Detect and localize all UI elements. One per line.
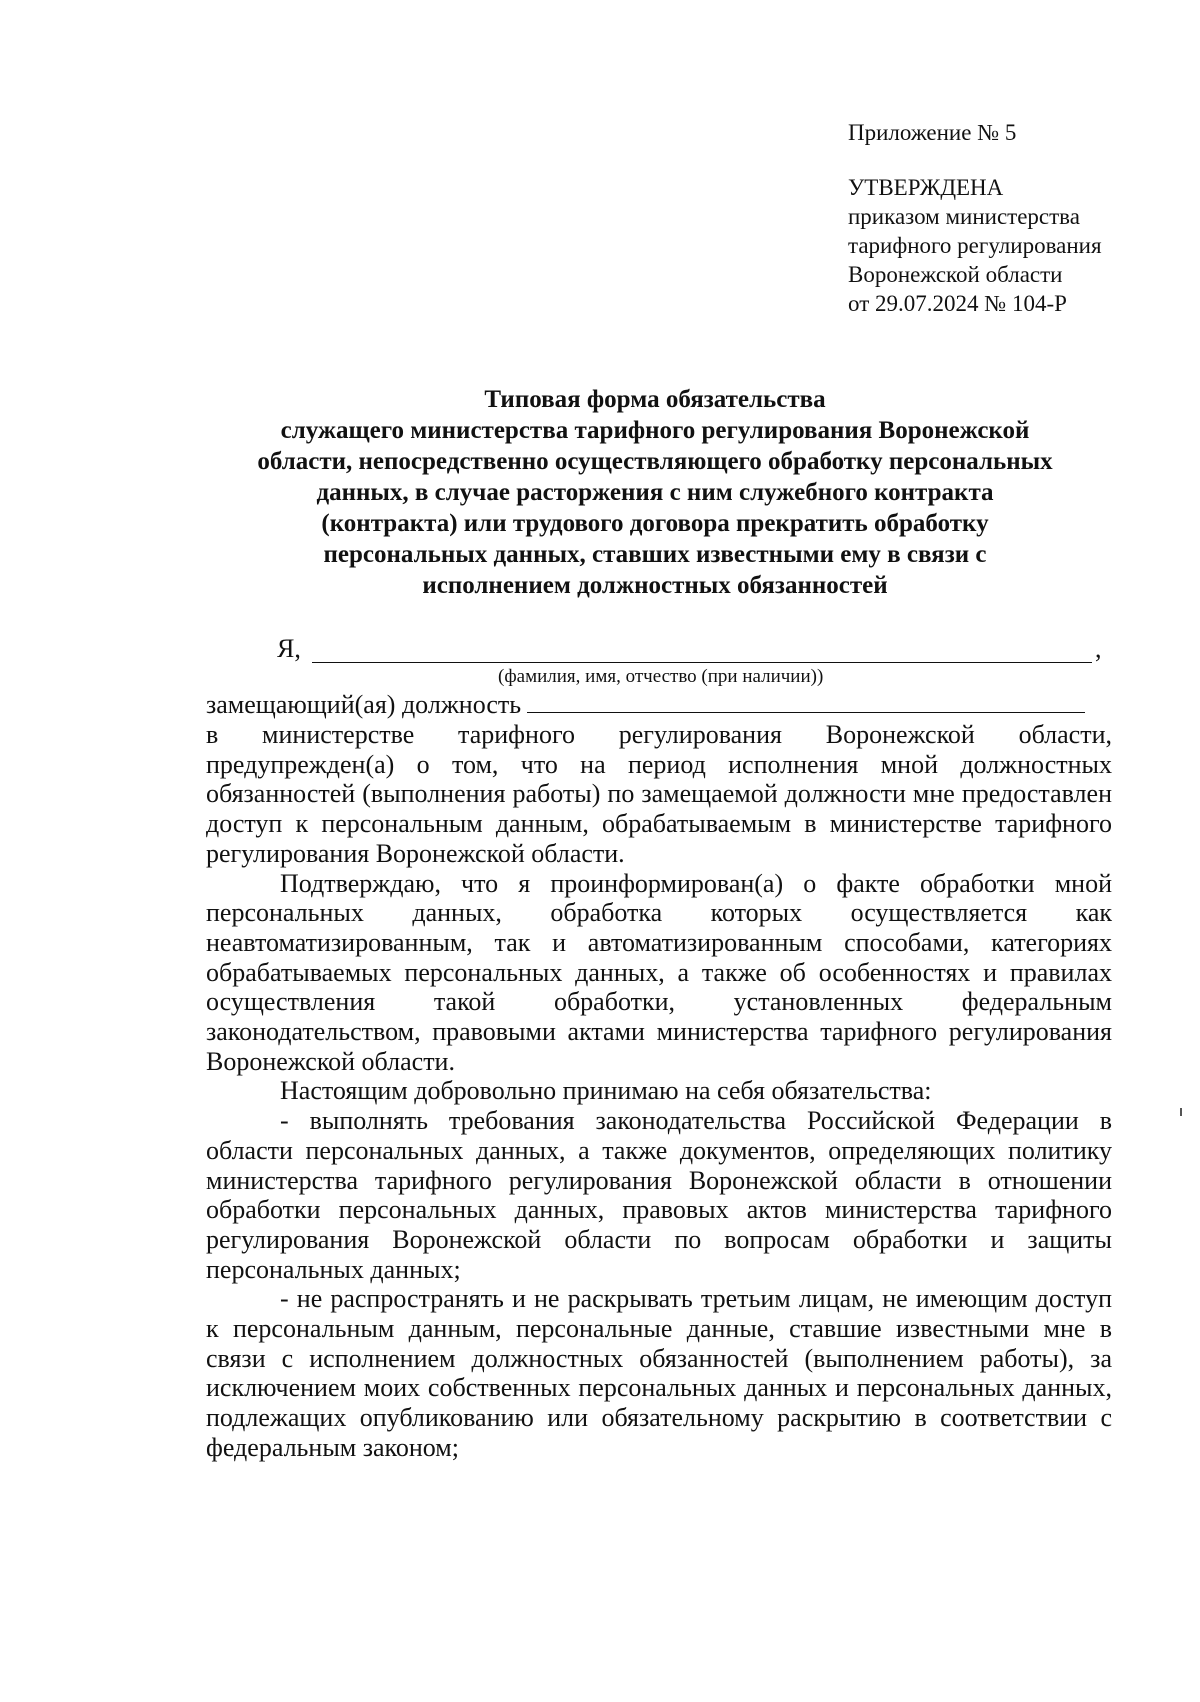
title-line: персональных данных, ставших известными ему в связи с (323, 541, 987, 568)
fio-comma: , (1095, 634, 1102, 663)
approval-stamp (848, 118, 1148, 318)
paragraph-obligation-law: - выполнять требования законодательства Российской Федерации в области персональных данных, а также документов, определяющих политику министерства тарифного регулирования Воронежской области в отношении обработки персональных данных, правовых актов министерства тарифного регулирования Воронежской области по вопросам обработки и защиты персональных данных; (206, 1106, 1112, 1284)
position-label: замещающий(ая) должность (206, 690, 522, 719)
position-row (206, 690, 1112, 720)
fio-caption: (фамилия, имя, отчество (при наличии)) (498, 666, 824, 687)
scan-speck (1180, 1108, 1182, 1116)
fio-blank-field[interactable] (312, 662, 1092, 663)
title-line: данных, в случае расторжения с ним служебного контракта (316, 479, 994, 506)
approval-line: Воронежской области (848, 262, 1063, 287)
title-line: области, непосредственно осуществляющего обработку персональных (257, 448, 1053, 475)
ya-label: Я, (277, 634, 301, 663)
approval-line: приказом министерства (848, 204, 1080, 229)
approval-line: тарифного регулирования (848, 233, 1102, 258)
position-blank-field[interactable] (527, 690, 1085, 713)
paragraph-access: в министерстве тарифного регулирования Воронежской области, предупрежден(а) о том, что на период исполнения мной должностных обязанностей (выполнения работы) по замещаемой должности мне предоставлен доступ к персональным данным, обрабатываемым в министерстве тарифного регулирования Воронежской области. (206, 720, 1112, 868)
title-line: Типовая форма обязательства (484, 386, 826, 413)
paragraph-confirmation: Подтверждаю, что я проинформирован(а) о факте обработки мной персональных данных, обработка которых осуществляется как неавтоматизированным, так и автоматизированным способами, категориях обрабатываемых персональных данных, а также об особенностях и правилах осуществления такой обработки, установленных федеральным законодательством, правовыми актами министерства тарифного регулирования Воронежской области. (206, 868, 1112, 1076)
title-line: исполнением должностных обязанностей (422, 572, 888, 599)
title-line: (контракта) или трудового договора прекратить обработку (321, 510, 989, 537)
approval-line: от 29.07.2024 № 104-Р (848, 291, 1067, 316)
document-title (195, 384, 1115, 601)
document-body (206, 690, 1112, 1463)
title-line: служащего министерства тарифного регулирования Воронежской (280, 417, 1030, 444)
appendix-number: Приложение № 5 (848, 120, 1017, 145)
approval-line: УТВЕРЖДЕНА (848, 175, 1004, 200)
paragraph-obligation-nondisclosure: - не распространять и не раскрывать третьим лицам, не имеющим доступ к персональным данным, персональные данные, ставшие известными мне в связи с исполнением должностных обязанностей (выполнением работы), за исключением моих собственных персональных данных и персональных данных, подлежащих опубликованию или обязательному раскрытию в соответствии с федеральным законом; (206, 1284, 1112, 1462)
fio-row (277, 634, 1107, 668)
paragraph-obligations-intro: Настоящим добровольно принимаю на себя обязательства: (280, 1076, 932, 1106)
